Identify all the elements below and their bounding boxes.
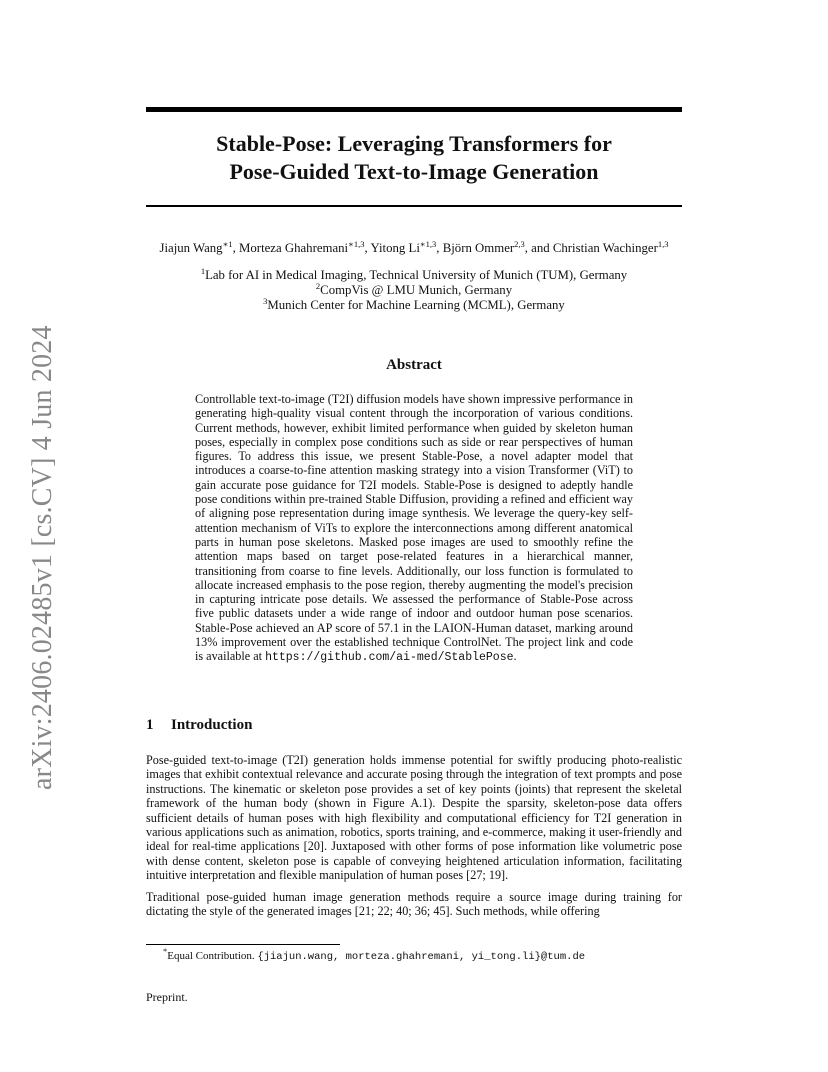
title-line-2: Pose-Guided Text-to-Image Generation [229, 159, 599, 184]
abstract-end: . [513, 649, 517, 664]
author-affiliation-marker: 2,3 [514, 239, 525, 249]
paragraph: Traditional pose-guided human image generation methods require a source image during training for dictating the style of the generated images [21; 22; 40; 36; 45]. Such methods, while offering [146, 889, 682, 919]
author: Björn Ommer [442, 241, 515, 255]
footnote-emails: {jiajun.wang, morteza.ghahremani, yi_tong.li}@tum.de [257, 951, 586, 963]
affiliation [146, 298, 682, 313]
affiliation-text: Lab for AI in Medical Imaging, Technical University of Munich (TUM), Germany [205, 268, 628, 282]
title-bottom-rule [146, 205, 682, 207]
author-affiliation-marker: ∗1 [222, 239, 233, 249]
affiliation [146, 268, 682, 283]
title-top-rule [146, 107, 682, 112]
introduction-body [146, 753, 682, 925]
author-affiliation-marker: ∗1,3 [419, 239, 437, 249]
affiliation-text: Munich Center for Machine Learning (MCML), Germany [267, 298, 565, 312]
abstract-body [195, 392, 633, 666]
footnote [163, 946, 683, 964]
affiliation [146, 283, 682, 298]
footnote-rule [146, 944, 340, 945]
affiliation-list [146, 268, 682, 313]
author: Yitong Li [370, 241, 420, 255]
author-list: Jiajun Wang$^{∗1}$, Morteza Ghahremani$^{∗1,3}$, Yitong $Li^{∗1,3}$, Björn Ommer$^{2,3}$, and Christian Wachinger$^{1,3}$ [159, 239, 669, 255]
author: Morteza Ghahremani [239, 241, 349, 255]
affiliation-text: CompVis @ LMU Munich, Germany [320, 283, 513, 297]
section-title: Introduction [171, 717, 253, 733]
affiliation-marker: 1 [200, 266, 206, 276]
author: Christian Wachinger [552, 241, 658, 255]
affiliation-marker: 2 [315, 281, 321, 291]
author: Jiajun Wang [159, 241, 223, 255]
affiliation-marker: 3 [263, 296, 268, 306]
abstract-text: Controllable text-to-image (T2I) diffusion models have shown impressive performance in generating high-quality visual content through the incorporation of various conditions. Current methods, however, exhibit limited performance when guided by skeleton human poses, especially in complex pose conditions such as side or rear perspectives of human figures. To address this issue, we present Stable-Pose, a novel adapter model that introduces a coarse-to-fine attention masking strategy into a vision Transformer (ViT) to gain accurate pose guidance for T2I models. Stable-Pose is designed to adeptly handle pose conditions within pre-trained Stable Diffusion, providing a refined and efficient way of aligning pose representation during image synthesis. We leverage the query-key self-attention mechanism of ViTs to explore the interconnections among different anatomical parts in human pose skeletons. Masked pose images are used to smoothly refine the attention maps based on target pose-related features in a hierarchical manner, transitioning from coarse to fine levels. Additionally, our loss function is formulated to allocate increased emphasis to the pose region, thereby augmenting the model's precision in capturing intricate pose details. We assessed the performance of Stable-Pose across five public datasets under a wide range of indoor and outdoor human pose scenarios. Stable-Pose achieved an AP score of 57.1 in the LAION-Human dataset, marking around 13% improvement over the established technique ControlNet. The project link and code is available at [195, 392, 633, 664]
project-link[interactable]: https://github.com/ai-med/StablePose [265, 651, 514, 665]
abstract-heading: Abstract [386, 357, 442, 373]
arxiv-stamp: arXiv:2406.02485v1 [cs.CV] 4 Jun 2024 [27, 325, 58, 790]
paragraph: Pose-guided text-to-image (T2I) generation holds immense potential for swiftly producing photo-realistic images that exhibit contextual relevance and accurate posing through the integration of text prompts and pose instructions. The kinematic or skeleton pose provides a set of key points (joints) that represent the skeletal framework of the human body (shown in Figure A.1). Despite the sparsity, skeleton-pose data offers sufficient details of human poses with high flexibility and computational efficiency for T2I generation in various applications such as animation, robotics, sports training, and e-commerce, making it user-friendly and ideal for real-time applications [20]. Juxtaposed with other forms of pose information like volumetric pose with dense content, skeleton pose is capable of conveying heightened articulation information, facilitating intuitive interpretation and flexible manipulation of human poses [27; 19]. [146, 753, 682, 883]
footnote-marker: * [163, 946, 168, 956]
section-number: 1 [146, 717, 154, 733]
author-affiliation-marker: ∗1,3 [348, 239, 365, 249]
title-line-1: Stable-Pose: Leveraging Transformers for [216, 131, 612, 156]
preprint-label: Preprint. [146, 990, 188, 1004]
footnote-text: Equal Contribution. [167, 950, 255, 962]
section-heading [146, 717, 682, 734]
author-affiliation-marker: 1,3 [657, 239, 669, 249]
paper-title [146, 130, 682, 186]
